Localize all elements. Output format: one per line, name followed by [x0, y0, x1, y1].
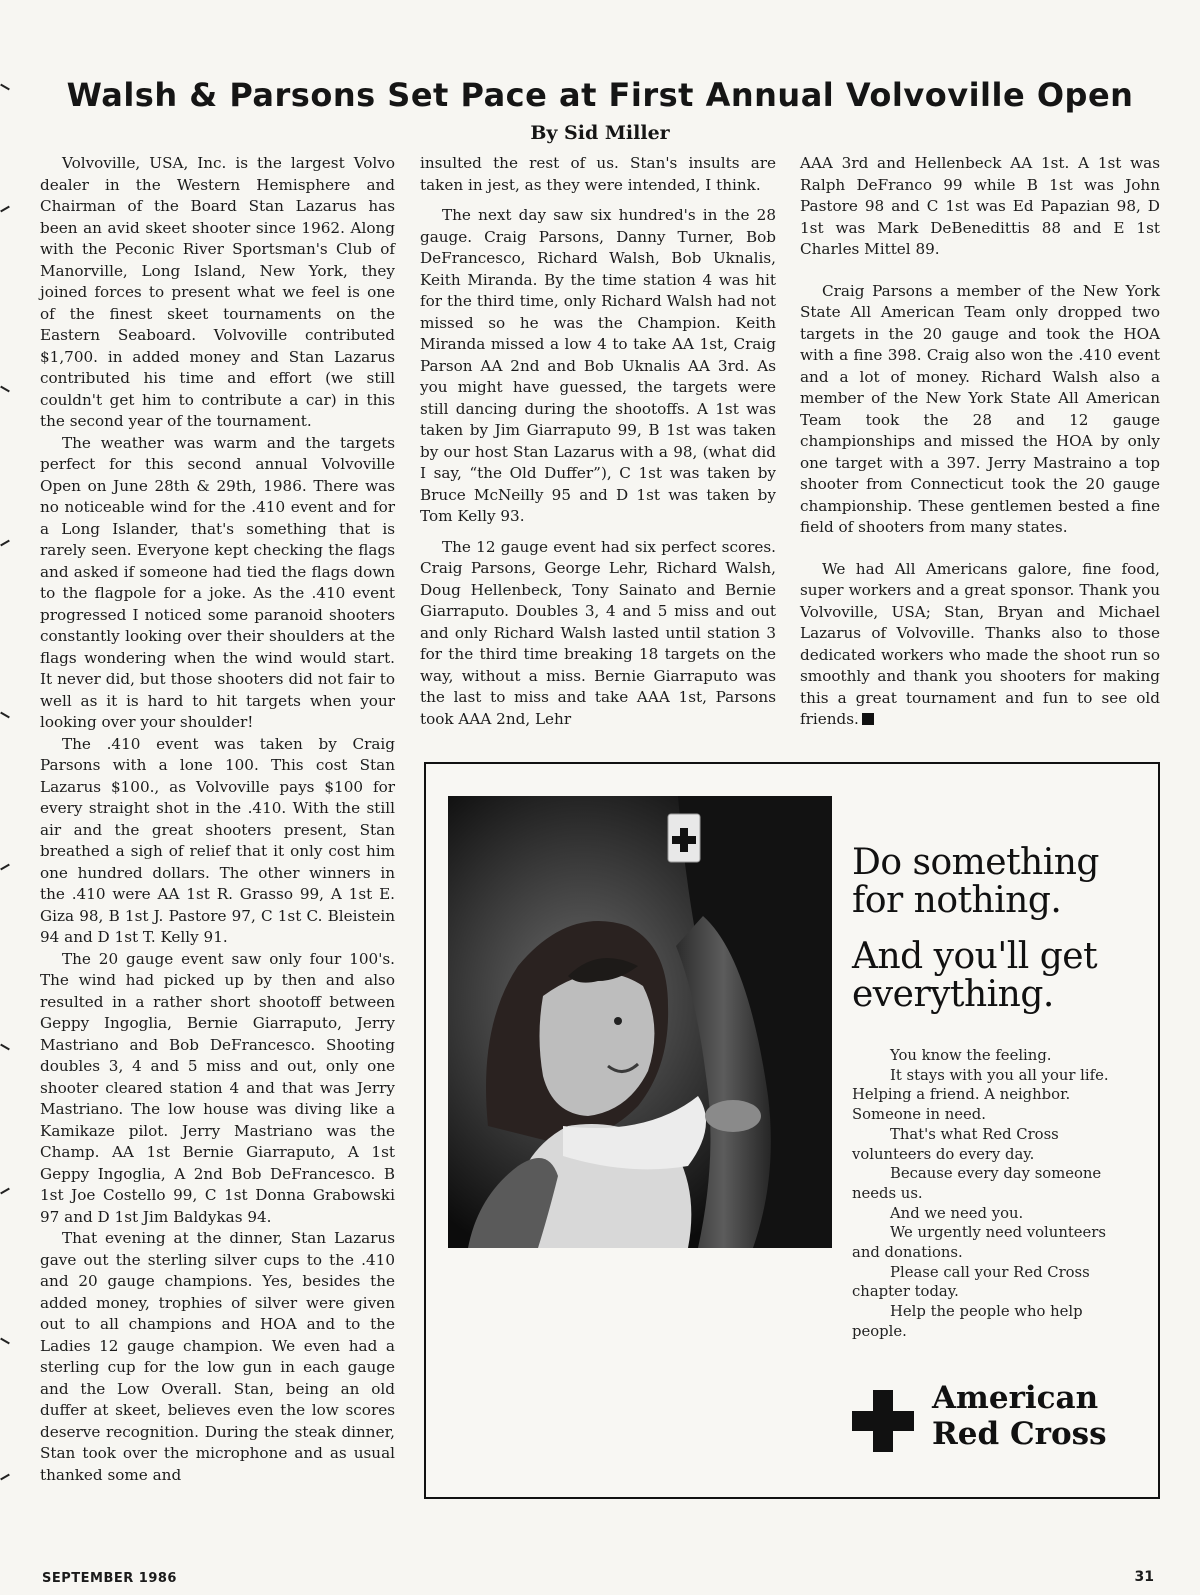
paragraph: The 12 gauge event had six perfect scores. Craig Parsons, George Lehr, Richard Walsh, Doug Hellenbeck, Tony Sainato and Bernie Giarraputo. Doubles 3, 4 and 5 miss and out and only Richard Walsh lasted until station 3 for the third time breaking 18 targets on the way, without a miss. Bernie Giarraputo was the last to miss and take AAA 1st, Parsons took AAA 2nd, Lehr [420, 537, 776, 728]
margin-mark [0, 864, 10, 871]
ad-body-copy [852, 1046, 1137, 1342]
margin-mark [0, 84, 10, 91]
paragraph: The next day saw six hundred's in the 28 gauge. Craig Parsons, Danny Turner, Bob DeFrancesco, Richard Walsh, Bob Uknalis, Keith Miranda. By the time station 4 was hit for the third time, only Richard Walsh had not missed so he was the Champion. Keith Miranda missed a low 4 to take AA 1st, Craig Parson AA 2nd and Bob Uknalis AA 3rd. As you might have guessed, the targets were still dancing during the shootoffs. A 1st was taken by Jim Giarraputo 99, B 1st was taken by our host Stan Lazarus with a 98, (what did I say, “the Old Duffer”), C 1st was taken by Bruce McNeilly 95 and D 1st was taken by Tom Kelly 93. [420, 206, 776, 525]
red-cross-logo [852, 1380, 1142, 1466]
paragraph: Craig Parsons a member of the New York State All American Team only dropped two targets in the 20 gauge and took the HOA with a fine 398. Craig also won the .410 event and a lot of money. Richard Walsh also a member of the New York State All American Team took the 28 and 12 gauge championships and missed the HOA by only one target with a 397. Jerry Mastraino a top shooter from Connecticut took the 20 gauge championship. These gentlemen bested a fine field of shooters from many states. [800, 281, 1160, 536]
paragraph-text: We had All Americans galore, fine food, super workers and a great sponsor. Thank you Volvoville, USA; Stan, Bryan and Michael Lazarus of Volvoville. Thanks also to those dedicated workers who made the shoot run so smoothly and thank you shooters for making this a great tournament and fun to see old friends. [800, 559, 1160, 728]
paragraph: Volvoville, USA, Inc. is the largest Volvo dealer in the Western Hemisphere and Chairman of the Board Stan Lazarus has been an avid skeet shooter since 1962. Along with the Peconic River Sportsman's Club of Manorville, Long Island, New York, they joined forces to present what we feel is one of the finest skeet tournaments on the Eastern Seaboard. Volvoville contributed $1,700. in added money and Stan Lazarus contributed his time and effort (we still couldn't get him to contribute a car) in this the second year of the tournament. [40, 154, 395, 430]
ad-headline-line-2: And you'll get everything. [852, 936, 1098, 1015]
paragraph: AAA 3rd and Hellenbeck AA 1st. A 1st was Ralph DeFranco 99 while B 1st was John Pastore 98 and C 1st was Ed Papazian 98, D 1st was Mark DeBenedittis 88 and E 1st Charles Mittel 89. [800, 154, 1160, 258]
paragraph: The weather was warm and the targets perfect for this second annual Volvoville Open on June 28th & 29th, 1986. There was no noticeable wind for the .410 event and for a Long Islander, that's something that is rarely seen. Everyone kept checking the flags and asked if someone had tied the flags down to the flagpole for a joke. As the .410 event progressed I noticed some paranoid shooters constantly looking over their shoulders at the flags wondering when the wind would start. It never did, but those shooters did not fair to well as it is hard to hit targets when your looking over your shoulder! [40, 433, 395, 731]
paragraph: That evening at the dinner, Stan Lazarus gave out the sterling silver cups to the .410 and 20 gauge champions. Yes, besides the added money, trophies of silver were given out to all champions and HOA and to the Ladies 12 gauge champion. We even had a sterling cup for the low gun in each gauge and the Low Overall. Stan, being an old duffer at skeet, believes even the low scores deserve recognition. During the steak dinner, Stan took over the microphone and as usual thanked some and [40, 1229, 395, 1484]
article-column-3 [800, 153, 1160, 731]
margin-mark [0, 1044, 10, 1051]
logo-line-2: Red Cross [932, 1416, 1107, 1452]
article-column-2 [420, 153, 776, 730]
ad-body-line: We urgently need volunteers and donations. [852, 1224, 1106, 1262]
ad-photo [448, 796, 832, 1248]
ad-body-line: Because every day someone needs us. [852, 1165, 1102, 1202]
logo-line-1: American [932, 1380, 1099, 1416]
margin-mark [0, 540, 10, 547]
margin-mark [0, 1474, 10, 1481]
margin-mark [0, 1188, 10, 1195]
red-cross-advertisement [424, 762, 1160, 1499]
article-headline: Walsh & Parsons Set Pace at First Annual Volvoville Open [66, 76, 1134, 114]
ad-body-line: It stays with you all your life. Helping a friend. A neighbor. Someone in need. [852, 1066, 1109, 1124]
girl-with-volunteer-photo [448, 796, 832, 1248]
red-cross-icon [852, 1390, 914, 1452]
end-of-article-icon [862, 713, 874, 725]
paragraph: insulted the rest of us. Stan's insults are taken in jest, as they were intended, I think. [420, 154, 776, 194]
ad-headline [852, 844, 1152, 1014]
margin-mark [0, 206, 10, 213]
ad-body-line: That's what Red Cross volunteers do every day. [852, 1125, 1059, 1163]
article-column-1 [40, 153, 395, 1486]
issue-date: SEPTEMBER 1986 [42, 1571, 177, 1586]
paragraph-final [800, 559, 1160, 731]
paragraph: The .410 event was taken by Craig Parsons with a lone 100. This cost Stan Lazarus $100., as Volvoville pays $100 for every straight shot in the .410. With the still air and the great shooters present, Stan breathed a sigh of relief that it only cost him one hundred dollars. The other winners in the .410 were AA 1st R. Grasso 99, A 1st E. Giza 98, B 1st J. Pastore 97, C 1st C. Bleistein 94 and D 1st T. Kelly 91. [40, 734, 395, 946]
ad-headline-line-1: Do something for nothing. [852, 842, 1099, 921]
ad-body-line: Please call your Red Cross chapter today. [852, 1263, 1090, 1301]
paragraph: The 20 gauge event saw only four 100's. The wind had picked up by then and also resulted in a rather short shootoff between Geppy Ingoglia, Bernie Giarraputo, Jerry Mastriano and Bob DeFrancesco. Shooting doubles 3, 4 and 5 miss and out, only one shooter cleared station 4 and that was Jerry Mastriano. The low house was diving like a Kamikaze pilot. Jerry Mastriano was the Champ. AA 1st Bernie Giarraputo, A 1st Geppy Ingoglia, A 2nd Bob DeFrancesco. B 1st Joe Costello 99, C 1st Donna Grabowski 97 and D 1st Jim Baldykas 94. [40, 949, 395, 1226]
article-byline: By Sid Miller [530, 122, 670, 144]
ad-body-line: You know the feeling. [890, 1047, 1052, 1064]
margin-mark [0, 386, 10, 393]
margin-mark [0, 1338, 10, 1345]
page-number: 31 [1134, 1569, 1154, 1585]
red-cross-wordmark [932, 1380, 1147, 1452]
ad-body-line: And we need you. [890, 1204, 1024, 1222]
margin-mark [0, 712, 10, 719]
ad-body-line: Help the people who help people. [852, 1303, 1083, 1340]
